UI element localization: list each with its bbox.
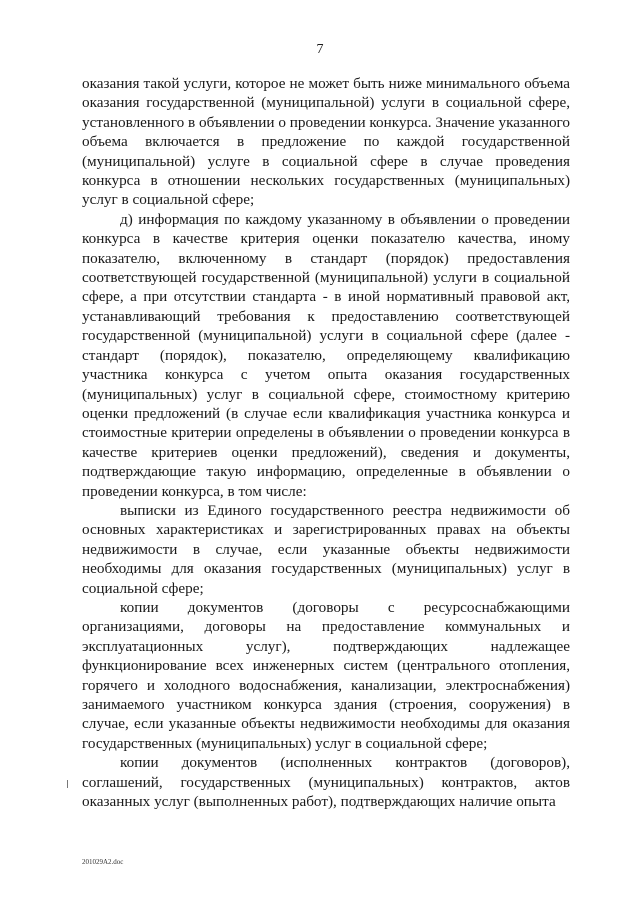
paragraph-egrn-extracts: выписки из Единого государственного реестра недвижимости об основных характеристиках и зарегистрированных правах на объекты недвижимости в случае, если указанные объекты недвижимости необходимы для оказания государственных (муниципальных) услуг в социальной сфере; <box>82 501 570 597</box>
document-body <box>82 74 570 811</box>
paragraph-experience-documents: копии документов (исполненных контрактов (договоров), соглашений, государственных (муниципальных) контрактов, актов оказанных услуг (выполненных работ), подтверждающих наличие опыта <box>82 754 570 811</box>
document-footer-filename: 201029A2.doc <box>82 858 124 866</box>
paragraph-continuation: оказания такой услуги, которое не может быть ниже минимального объема оказания государственной (муниципальной) услуги в социальной сфере, установленного в объявлении о проведении конкурса. Значение указанного объема включается в предложение по каждой государственной (муниципальной) услуге в социальной сфере в случае проведения конкурса в отношении нескольких государственных (муниципальных) услуг в социальной сфере; <box>82 75 570 209</box>
margin-mark <box>67 780 68 788</box>
page-number: 7 <box>316 42 324 57</box>
paragraph-item-d: д) информация по каждому указанному в объявлении о проведении конкурса в качестве критерия оценки показателю качества, иному показателю, включенному в стандарт (порядок) предоставления соответствующей государственной (муниципальной) услуги в социальной сфере, а при отсутствии стандарта - в иной нормативный правовой акт, устанавливающий требования к предоставлению соответствующей государственной (муниципальной) услуги в социальной сфере (далее - стандарт (порядок), показателю, определяющему квалификацию участника конкурса с учетом опыта оказания государственных (муниципальных) услуг в социальной сфере, стоимостному критерию оценки предложений (в случае если квалификация участника конкурса и стоимостные критерии определены в объявлении о проведении конкурса в качестве критериев оценки предложений), сведения и документы, подтверждающие такую информацию, определенные в объявлении о проведении конкурса, в том числе: <box>82 210 570 500</box>
paragraph-utility-contracts: копии документов (договоры с ресурсоснабжающими организациями, договоры на предоставление коммунальных и эксплуатационных услуг), подтверждающих надлежащее функционирование всех инженерных систем (центрального отопления, горячего и холодного водоснабжения, канализации, электроснабжения) занимаемого участником конкурса здания (строения, сооружения) в случае, если указанные объекты недвижимости необходимы для оказания государственных (муниципальных) услуг в социальной сфере; <box>82 598 570 752</box>
